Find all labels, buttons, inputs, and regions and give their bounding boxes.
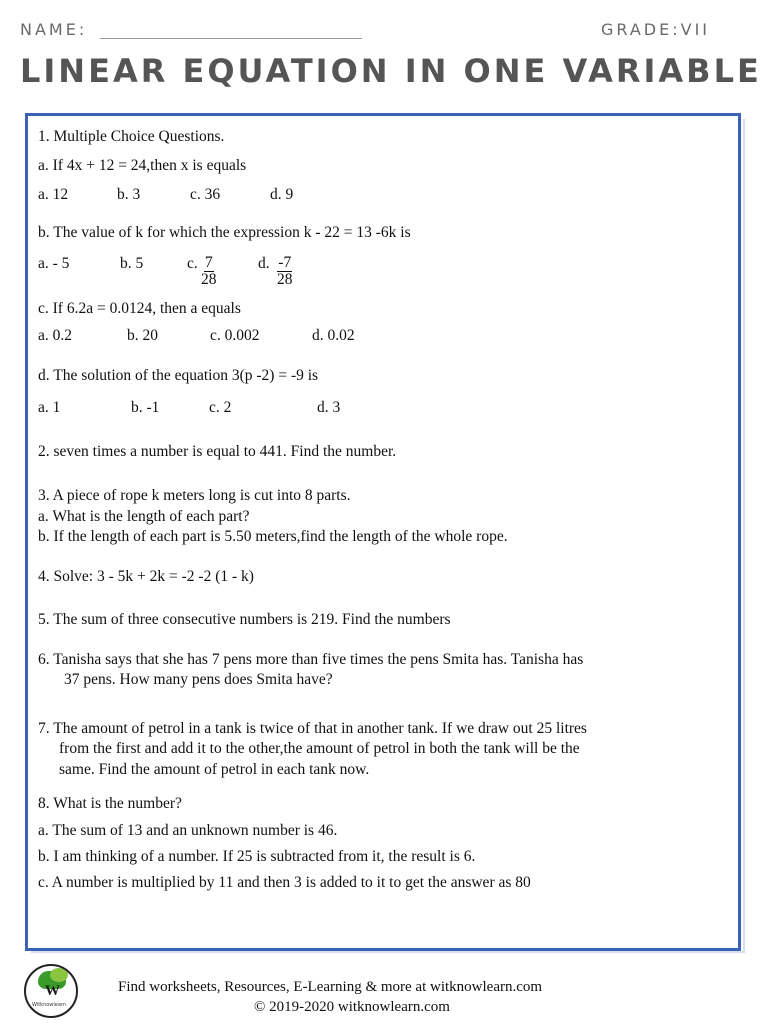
q2-text: 2. seven times a number is equal to 441. Find the number. bbox=[38, 443, 397, 460]
logo-letter: W bbox=[45, 983, 60, 999]
name-blank-line[interactable] bbox=[100, 38, 362, 39]
q3-part-b: b. If the length of each part is 5.50 meters,find the length of the whole rope. bbox=[38, 528, 508, 545]
q1c-question: c. If 6.2a = 0.0124, then a equals bbox=[38, 300, 241, 317]
q6-line-2: 37 pens. How many pens does Smita have? bbox=[64, 671, 333, 688]
q1b-option-c-fraction bbox=[201, 255, 217, 288]
footer-resources-text: Find worksheets, Resources, E-Learning & more at witknowlearn.com bbox=[118, 979, 543, 995]
fraction-numerator: -7 bbox=[278, 254, 292, 271]
q1-heading: 1. Multiple Choice Questions. bbox=[38, 128, 225, 145]
q4-text: 4. Solve: 3 - 5k + 2k = -2 -2 (1 - k) bbox=[38, 568, 254, 585]
logo-brand-text: Witknowlearn bbox=[32, 1002, 67, 1008]
q1d-option-c: c. 2 bbox=[209, 399, 232, 416]
q1c-option-c: c. 0.002 bbox=[210, 327, 260, 344]
footer-copyright: © 2019-2020 witknowlearn.com bbox=[254, 999, 450, 1015]
name-label: NAME: bbox=[20, 20, 88, 39]
q7-line-1: 7. The amount of petrol in a tank is twice of that in another tank. If we draw out 25 litres bbox=[38, 720, 587, 737]
q1c-option-a: a. 0.2 bbox=[38, 327, 73, 344]
q1a-option-c: c. 36 bbox=[190, 186, 221, 203]
q6-line-1: 6. Tanisha says that she has 7 pens more than five times the pens Smita has. Tanisha has bbox=[38, 651, 584, 668]
q3-part-a: a. What is the length of each part? bbox=[38, 508, 250, 525]
q8-part-b: b. I am thinking of a number. If 25 is subtracted from it, the result is 6. bbox=[38, 848, 476, 865]
q1b-option-d-fraction bbox=[277, 255, 293, 288]
q1c-option-b: b. 20 bbox=[127, 327, 158, 344]
q8-question: 8. What is the number? bbox=[38, 795, 182, 812]
q1d-option-d: d. 3 bbox=[317, 399, 341, 416]
q1c-option-d: d. 0.02 bbox=[312, 327, 355, 344]
q7-line-3: same. Find the amount of petrol in each tank now. bbox=[59, 761, 370, 778]
q1a-question: a. If 4x + 12 = 24,then x is equals bbox=[38, 157, 247, 174]
tree-leaf-icon bbox=[50, 968, 68, 982]
witknowlearn-logo-icon bbox=[24, 964, 78, 1018]
q1b-question: b. The value of k for which the expression k - 22 = 13 -6k is bbox=[38, 224, 411, 241]
q8-part-a: a. The sum of 13 and an unknown number is 46. bbox=[38, 822, 338, 839]
q1a-option-b: b. 3 bbox=[117, 186, 141, 203]
q1a-option-d: d. 9 bbox=[270, 186, 294, 203]
q1d-option-b: b. -1 bbox=[131, 399, 160, 416]
grade-label: GRADE:VII bbox=[600, 20, 710, 39]
q1a-option-a: a. 12 bbox=[38, 186, 69, 203]
q3-question: 3. A piece of rope k meters long is cut into 8 parts. bbox=[38, 487, 351, 504]
q1b-option-d-prefix: d. bbox=[258, 255, 270, 272]
q1d-option-a: a. 1 bbox=[38, 399, 61, 416]
fraction-denominator: 28 bbox=[277, 271, 293, 288]
q1b-option-a: a. - 5 bbox=[38, 255, 70, 272]
q8-part-c: c. A number is multiplied by 11 and then 3 is added to it to get the answer as 80 bbox=[38, 874, 531, 891]
q1b-option-b: b. 5 bbox=[120, 255, 144, 272]
fraction-numerator: 7 bbox=[204, 254, 213, 271]
q5-text: 5. The sum of three consecutive numbers is 219. Find the numbers bbox=[38, 611, 451, 628]
fraction-denominator: 28 bbox=[201, 271, 217, 288]
q7-line-2: from the first and add it to the other,the amount of petrol in both the tank will be the bbox=[59, 740, 580, 757]
q1b-option-c-prefix: c. bbox=[187, 255, 198, 272]
worksheet-title: LINEAR EQUATION IN ONE VARIABLE bbox=[20, 52, 762, 90]
q1d-question: d. The solution of the equation 3(p -2) = -9 is bbox=[38, 367, 319, 384]
